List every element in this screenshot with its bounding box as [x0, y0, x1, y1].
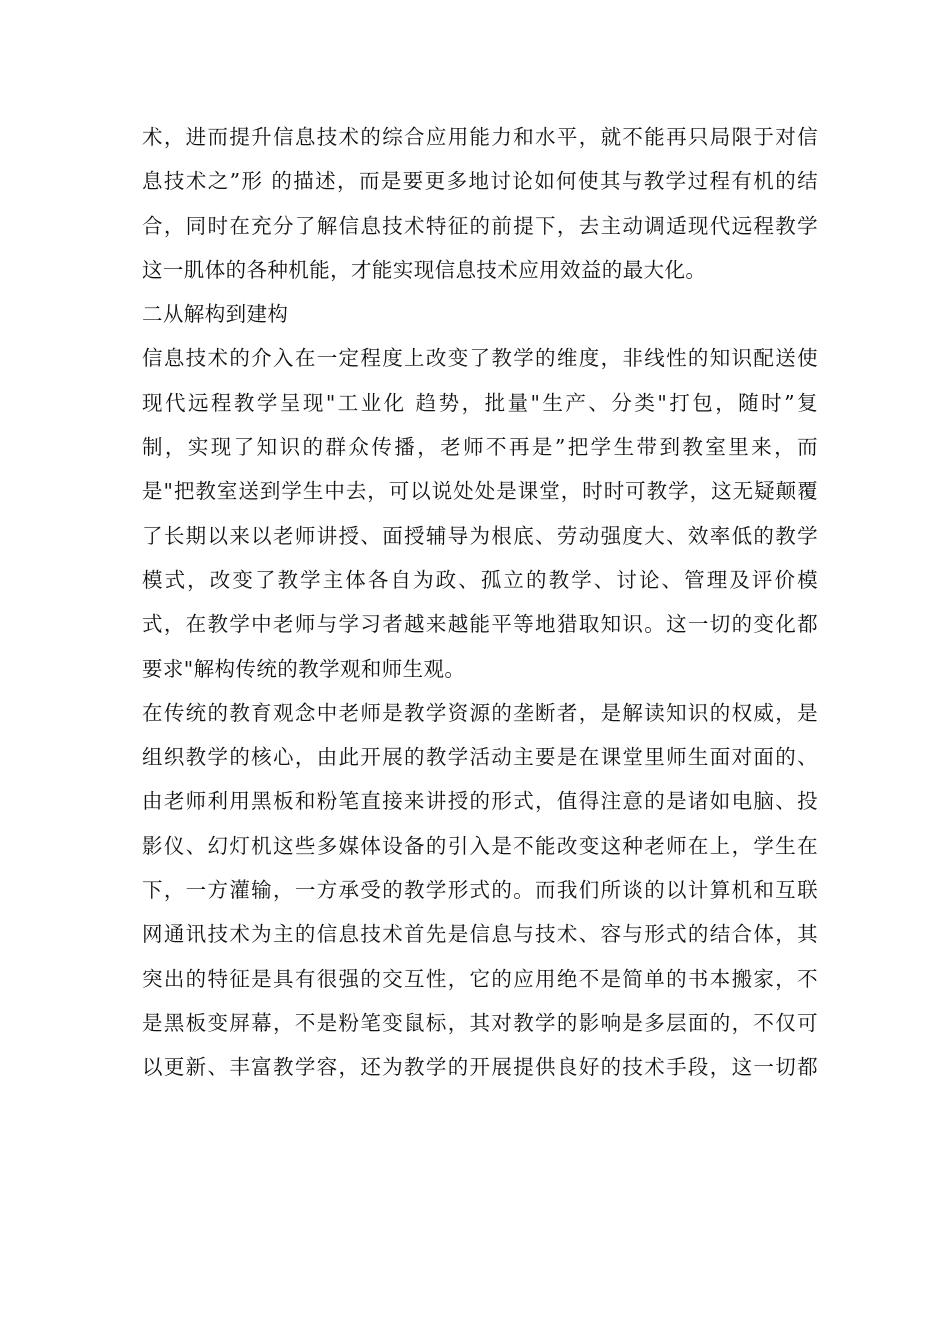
- text-line: 网通讯技术为主的信息技术首先是信息与技术、容与形式的结合体，其: [142, 922, 818, 947]
- text-line: 息技术之”形 的描述，而是要更多地讨论如何使其与教学过程有机的结: [142, 169, 818, 194]
- text-line: 信息技术的介入在一定程度上改变了教学的维度，非线性的知识配送使: [142, 346, 818, 371]
- text-line: 式，在教学中老师与学习者越来越能平等地猎取知识。这一切的变化都: [142, 612, 818, 637]
- text-line: 合，同时在充分了解信息技术特征的前提下，去主动调适现代远程教学: [142, 213, 818, 238]
- text-line: 模式，改变了教学主体各自为政、孤立的教学、讨论、管理及评价模: [142, 567, 818, 592]
- text-line: 以更新、丰富教学容，还为教学的开展提供良好的技术手段，这一切都: [142, 1055, 818, 1080]
- text-line: 是黑板变屏幕，不是粉笔变鼠标，其对教学的影响是多层面的，不仅可: [142, 1010, 818, 1035]
- text-line: 下，一方灌输，一方承受的教学形式的。而我们所谈的以计算机和互联: [142, 878, 818, 903]
- text-line: 制，实现了知识的群众传播，老师不再是”把学生带到教室里来，而: [142, 435, 818, 460]
- text-line: 术，进而提升信息技术的综合应用能力和水平，就不能再只局限于对信: [142, 125, 818, 149]
- text-line: 是"把教室送到学生中去，可以说处处是课堂，时时可教学，这无疑颠覆: [142, 479, 818, 504]
- text-line: 这一肌体的各种机能，才能实现信息技术应用效益的最大化。: [142, 257, 707, 282]
- text-line: 要求"解构传统的教学观和师生观。: [142, 656, 466, 681]
- text-line: 突出的特征是具有很强的交互性，它的应用绝不是简单的书本搬家，不: [142, 966, 818, 991]
- text-line: 由老师利用黑板和粉笔直接来讲授的形式，值得注意的是诸如电脑、投: [142, 789, 818, 814]
- text-line: 组织教学的核心，由此开展的教学活动主要是在课堂里师生面对面的、: [142, 745, 818, 770]
- body-text: [142, 115, 818, 1090]
- text-line: 了长期以来以老师讲授、面授辅导为根底、劳动强度大、效率低的教学: [142, 523, 818, 548]
- text-line: 在传统的教育观念中老师是教学资源的垄断者，是解读知识的权威，是: [142, 700, 818, 725]
- text-line: 影仪、幻灯机这些多媒体设备的引入是不能改变这种老师在上，学生在: [142, 833, 818, 858]
- section-heading: 二从解构到建构: [142, 302, 289, 327]
- text-line: 现代远程教学呈现"工业化 趋势，批量"生产、分类"打包，随时”复: [142, 390, 818, 415]
